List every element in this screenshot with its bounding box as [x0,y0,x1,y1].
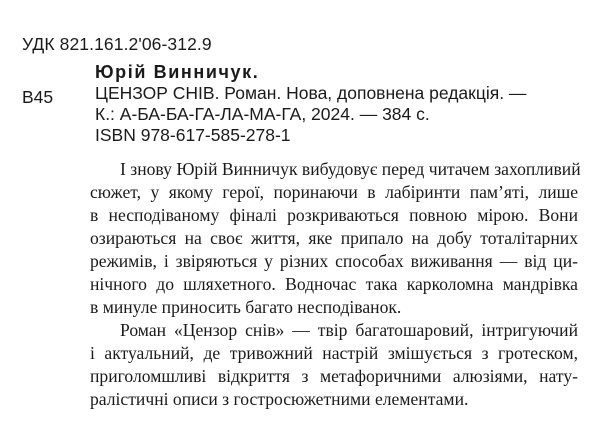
abstract-line: ралістичні описи з гостросюжетними елементами. [90,389,469,409]
abstract-line: в несподіваному фіналі розкриваються повною мірою. Вони [90,205,578,225]
abstract-line: І знову Юрій Винничук вибудовує перед читачем захопливий [120,159,581,179]
abstract-line: в минуле приносить багато несподіванок. [90,297,402,317]
abstract [90,158,581,411]
bibliographic-record [95,62,575,146]
abstract-line: сюжет, у якому герої, поринаючи в лабіринти пам’яті, лише [90,182,578,202]
abstract-line: Роман «Цензор снів» — твір багатошаровий, інтригуючий [120,320,578,340]
abstract-line: і актуальний, де тривожний настрій змішується з гротеском, [90,343,578,363]
author-code: В45 [22,87,54,107]
publisher-line: К.: А-БА-БА-ГА-ЛА-МА-ГА, 2024. — 384 с. [95,104,430,124]
isbn-line: ISBN 978-617-585-278-1 [95,125,291,145]
abstract-line: озираються на своє життя, яке припало на добу тоталітарних [90,228,578,248]
author-name: Юрій Винничук. [95,62,260,82]
title-line: ЦЕНЗОР СНІВ. Роман. Нова, доповнена редакція. — [95,83,527,103]
abstract-line: режимів, і звіряються у різних способах виживання — від ци- [90,251,578,271]
udk-classification: УДК 821.161.2'06-312.9 [22,34,212,54]
abstract-line: нічного до шляхетного. Водночас така карколомна мандрівка [90,274,578,294]
abstract-line: приголомшливі відкриття з метафоричними алюзіями, нату- [90,366,578,386]
